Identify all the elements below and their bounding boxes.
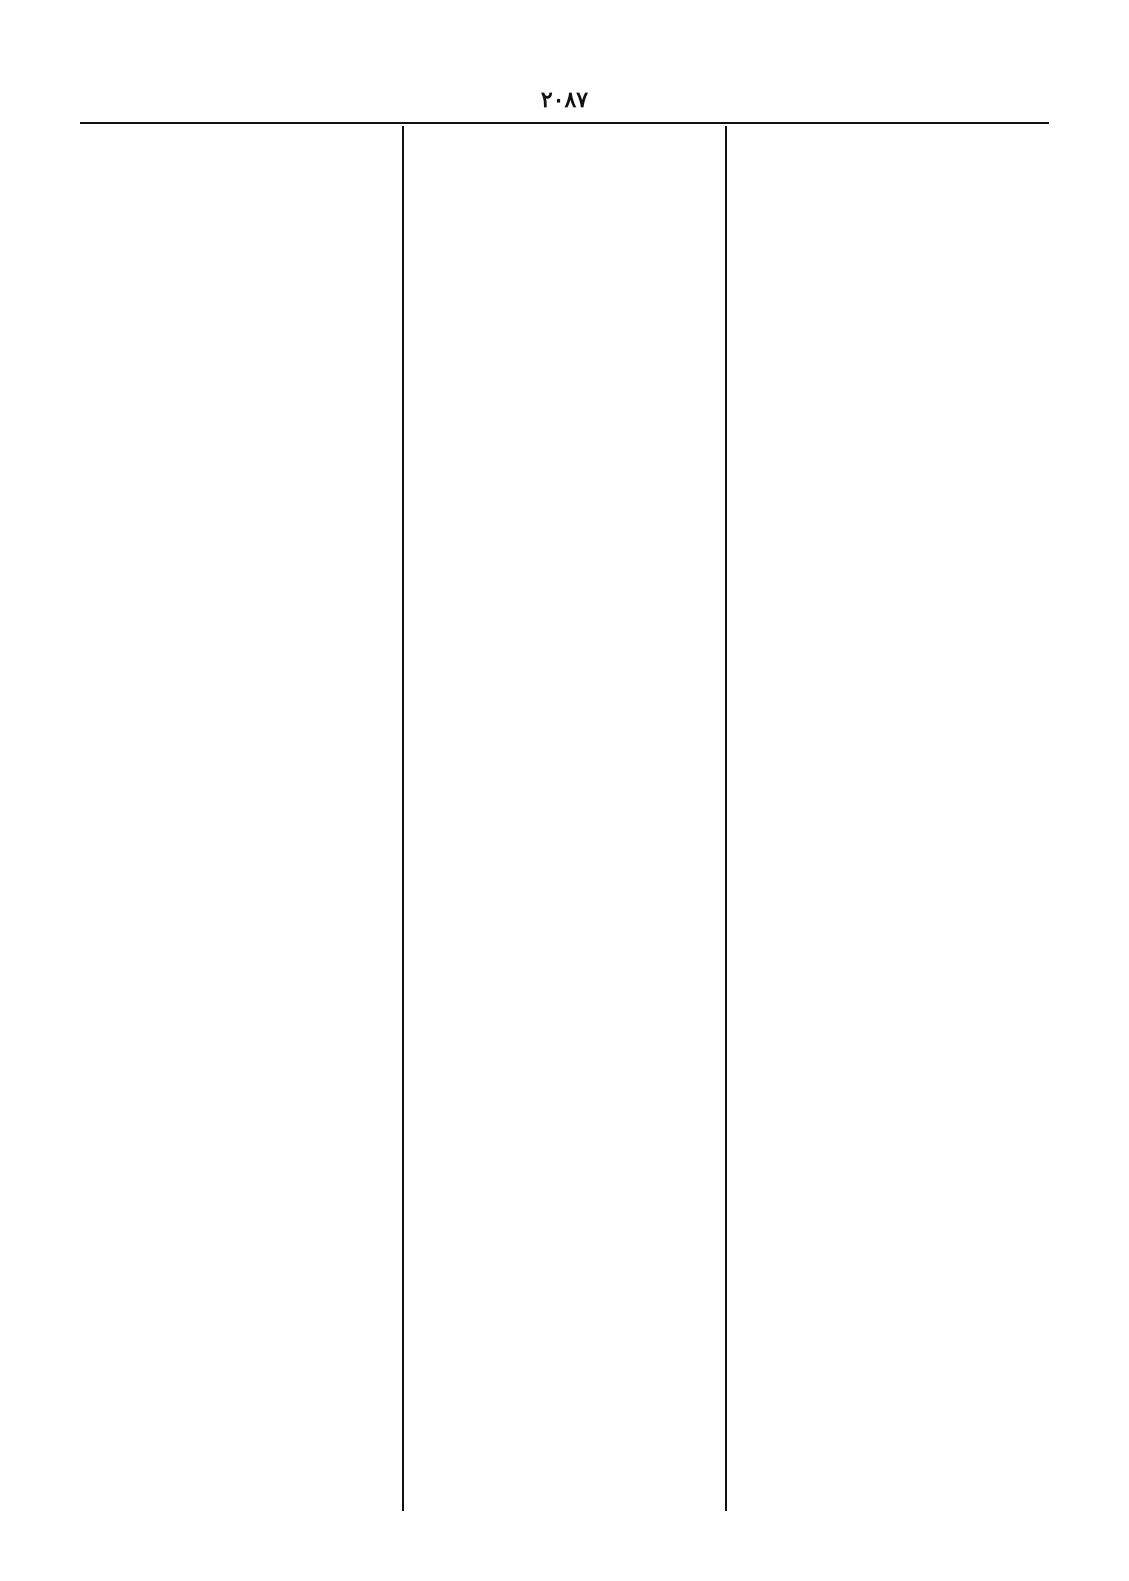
left-column [80, 126, 404, 1511]
middle-column [404, 126, 728, 1511]
header-rule [80, 122, 1049, 124]
text-columns [80, 126, 1049, 1511]
page-header [80, 84, 1049, 116]
page-number: ٢٠٨٧ [540, 87, 589, 113]
right-column [727, 126, 1049, 1511]
